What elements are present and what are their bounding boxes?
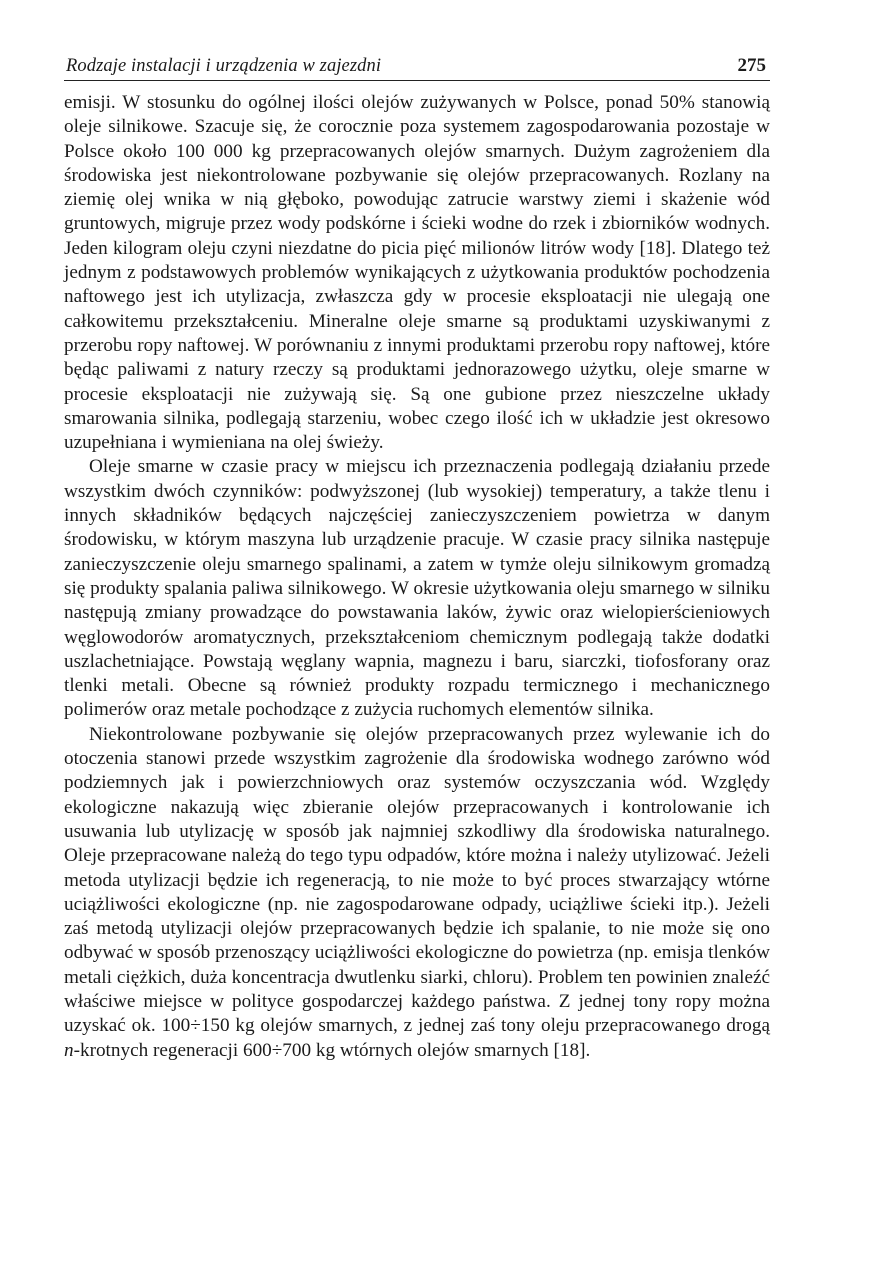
paragraph-3: [64, 723, 770, 1063]
header-title: Rodzaje instalacji i urządzenia w zajezdni: [66, 56, 382, 76]
paragraph-3-italic-n: n: [64, 1039, 74, 1061]
paragraph-1: emisji. W stosunku do ogólnej ilości olejów zużywanych w Polsce, ponad 50% stanowią oleje silnikowe. Szacuje się, że corocznie poza systemem zagospodarowania pozostaje w Polsce około 100 000 kg przepracowanych olejów smarnych. Dużym zagrożeniem dla środowiska jest niekontrolowane pozbywanie się olejów przepracowanych. Rozlany na ziemię olej wnika w nią głęboko, powodując zatrucie warstwy ziemi i skażenie wód gruntowych, migruje przez wody podskórne i ścieki wodne do rzek i zbiorników wodnych. Jeden kilogram oleju czyni niezdatne do picia pięć milionów litrów wody [18]. Dlatego też jednym z podstawowych problemów wynikających z użytkowania produktów pochodzenia naftowego jest ich utylizacja, zwłaszcza gdy w procesie eksploatacji nie ulegają one całkowitemu przekształceniu. Mineralne oleje smarne są produktami uzyskiwanymi z przerobu ropy naftowej. W porównaniu z innymi produktami przerobu ropy naftowej, które będąc paliwami z natury rzeczy są produktami jednorazowego użytku, oleje smarne w procesie eksploatacji nie zużywają się. Są one gubione przez nieszczelne układy smarowania silnika, podlegają starzeniu, wobec czego ilość ich w układzie jest okresowo uzupełniana i wymieniana na olej świeży.: [64, 92, 770, 454]
body-text: [64, 91, 770, 1063]
running-header: [64, 52, 770, 81]
paragraph-3-text-after: -krotnych regeneracji 600÷700 kg wtórnych olejów smarnych [18].: [73, 1039, 591, 1061]
page-number: 275: [737, 55, 766, 76]
paragraph-2: Oleje smarne w czasie pracy w miejscu ich przeznaczenia podlegają działaniu przede wszystkim dwóch czynników: podwyższonej (lub wysokiej) temperatury, a także tlenu i innych składników będących najczęściej zanieczyszczeniem powietrza w danym środowisku, w którym maszyna lub urządzenie pracuje. W czasie pracy silnika następuje zanieczyszczenie oleju smarnego spalinami, a zatem w tymże oleju silnikowym gromadzą się produkty spalania paliwa silnikowego. W okresie użytkowania oleju smarnego w silniku następują zmiany prowadzące do powstawania laków, żywic oraz wielopierścieniowych węglowodorów aromatycznych, przekształceniom chemicznym podlegają także dodatki uszlachetniające. Powstają węglany wapnia, magnezu i baru, siarczki, tiofosforany oraz tlenki metali. Obecne są również produkty rozpadu termicznego i mechanicznego polimerów oraz metale pochodzące z zużycia ruchomych elementów silnika.: [64, 456, 770, 721]
paragraph-3-text-before: Niekontrolowane pozbywanie się olejów przepracowanych przez wylewanie ich do otoczenia stanowi przede wszystkim zagrożenie dla środowiska wodnego zarówno wód podziemnych jak i powierzchniowych oraz systemów oczyszczania wód. Względy ekologiczne nakazują więc zbieranie olejów przepracowanych i kontrolowanie ich usuwania lub utylizację w sposób jak najmniej szkodliwy dla środowiska naturalnego. Oleje przepracowane należą do tego typu odpadów, które można i należy utylizować. Jeżeli metoda utylizacji będzie ich regeneracją, to nie może to być proces stwarzający wtórne uciążliwości ekologiczne (np. nie zagospodarowane odpady, uciążliwe ścieki itp.). Jeżeli zaś metodą utylizacji olejów przepracowanych będzie ich spalanie, to nie może się ono odbywać w sposób przenoszący uciążliwości ekologiczne do powietrza (np. emisja tlenków metali ciężkich, duża koncentracja dwutlenku siarki, chloru). Problem ten powinien znaleźć właściwe miejsce w polityce gospodarczej każdego państwa. Z jednej tony ropy można uzyskać ok. 100÷150 kg olejów smarnych, z jednej zaś tony oleju przepracowanego drogą: [64, 723, 770, 1037]
